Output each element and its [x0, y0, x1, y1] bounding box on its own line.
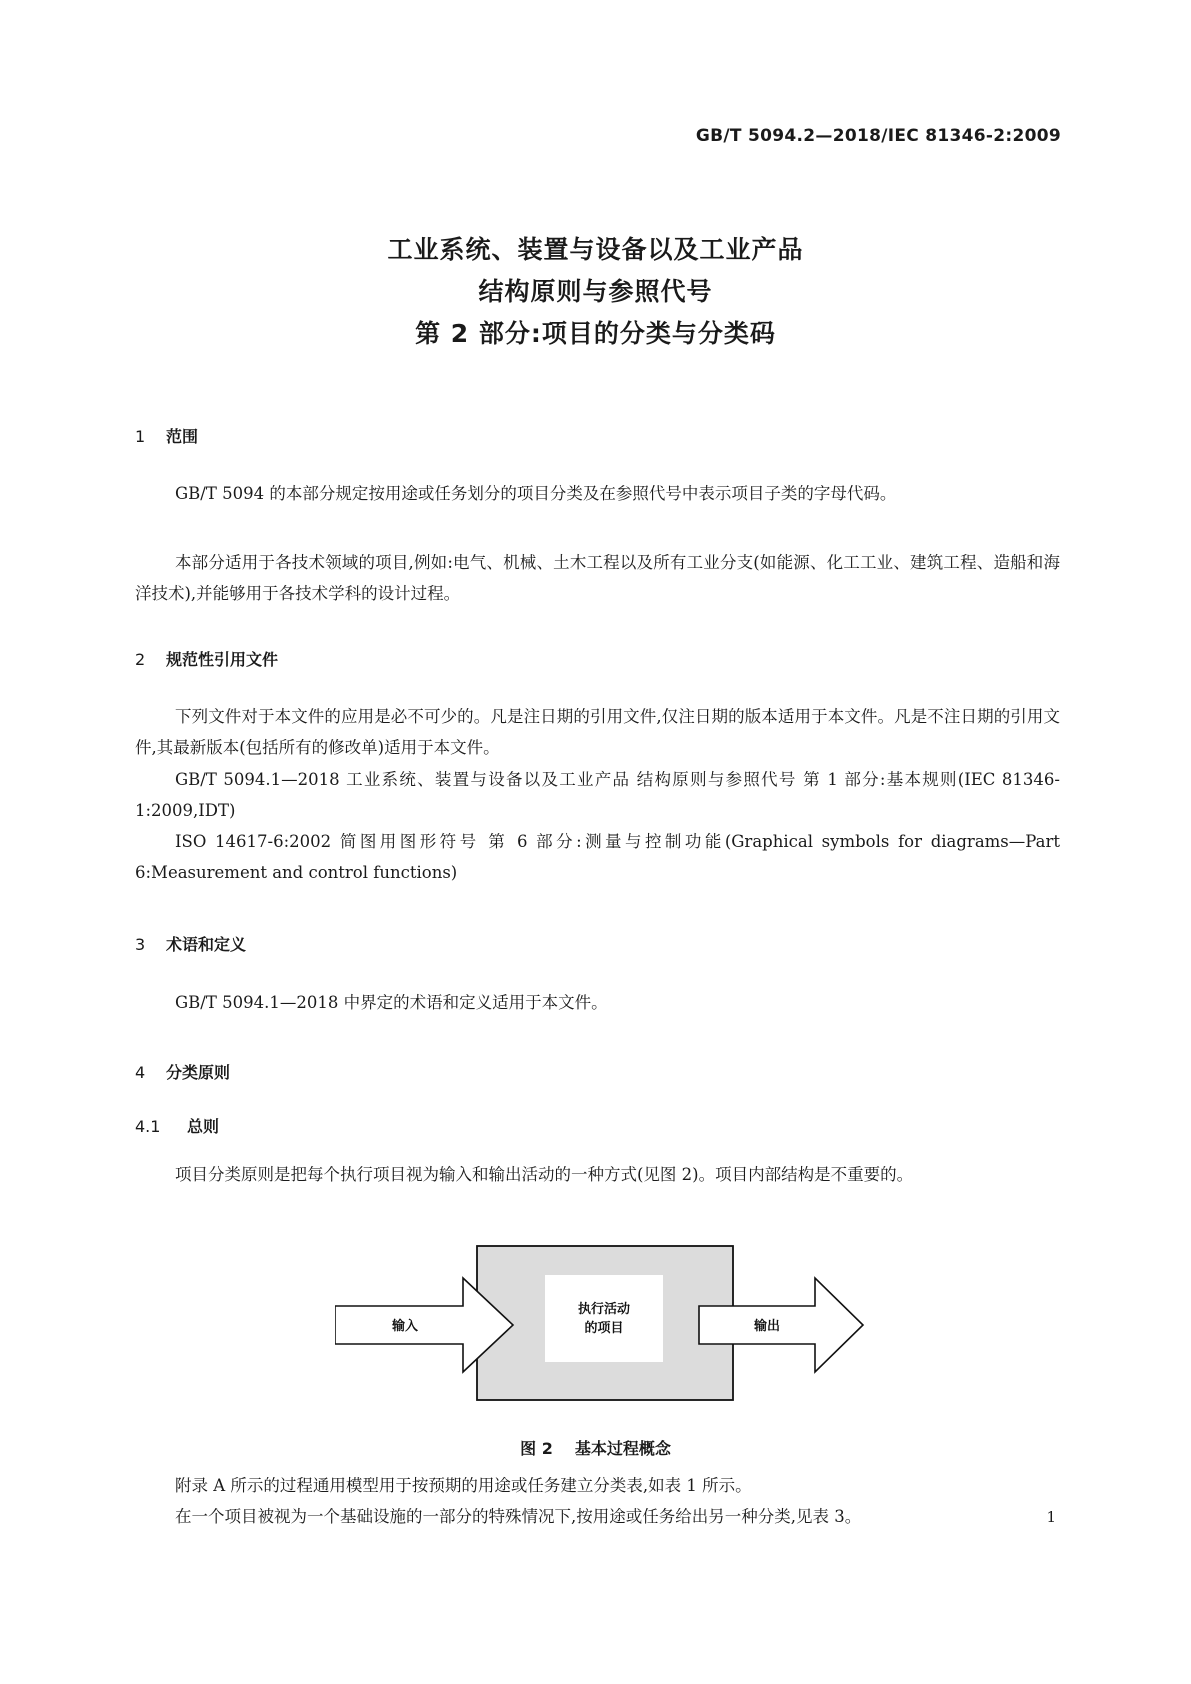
section-4-heading: [135, 1060, 230, 1083]
title-line-1: 工业系统、装置与设备以及工业产品: [387, 235, 804, 264]
section-title: 规范性引用文件: [166, 650, 279, 669]
section-1-heading: [135, 424, 198, 447]
section-3-paragraph-1: GB/T 5094.1—2018 中界定的术语和定义适用于本文件。: [175, 993, 608, 1012]
section-number: 2: [135, 650, 146, 669]
output-label: 输出: [753, 1319, 781, 1334]
section-title: 分类原则: [166, 1063, 231, 1082]
section-4-paragraph-1: 项目分类原则是把每个执行项目视为输入和输出活动的一种方式(见图 2)。项目内部结构是不重要的。: [175, 1165, 914, 1184]
section-number: 3: [135, 935, 146, 954]
subsection-4-1-heading: [135, 1114, 219, 1137]
subsection-title: 总则: [187, 1117, 220, 1136]
normative-reference-2: ISO 14617-6:2002 简图用图形符号 第 6 部分:测量与控制功能(Graphical symbols for diagrams—Part 6:Measurement and control functions): [135, 832, 1060, 882]
section-2-paragraph-1: 下列文件对于本文件的应用是必不可少的。凡是注日期的引用文件,仅注日期的版本适用于本文件。凡是不注日期的引用文件,其最新版本(包括所有的修改单)适用于本文件。: [135, 707, 1060, 757]
section-1-paragraph-1: GB/T 5094 的本部分规定按用途或任务划分的项目分类及在参照代号中表示项目子类的字母代码。: [175, 484, 897, 503]
section-title: 范围: [166, 427, 199, 446]
figure-number: 图 2: [520, 1439, 553, 1458]
item-label-line-1: 执行活动: [577, 1302, 631, 1317]
subsection-number: 4.1: [135, 1117, 161, 1136]
item-label-panel: [545, 1275, 663, 1362]
normative-reference-1: GB/T 5094.1—2018 工业系统、装置与设备以及工业产品 结构原则与参照代号 第 1 部分:基本规则(IEC 81346-1:2009,IDT): [135, 770, 1060, 820]
input-label: 输入: [391, 1319, 419, 1334]
standard-number: GB/T 5094.2—2018/IEC 81346-2:2009: [695, 126, 1061, 146]
section-number: 4: [135, 1063, 146, 1082]
section-title: 术语和定义: [166, 935, 247, 954]
section-4-paragraph-2: 附录 A 所示的过程通用模型用于按预期的用途或任务建立分类表,如表 1 所示。: [175, 1476, 752, 1495]
section-3-heading: [135, 932, 246, 955]
section-1-paragraph-2: 本部分适用于各技术领域的项目,例如:电气、机械、土木工程以及所有工业分支(如能源、化工工业、建筑工程、造船和海洋技术),并能够用于各技术学科的设计过程。: [135, 553, 1060, 603]
section-4-paragraph-3: 在一个项目被视为一个基础设施的一部分的特殊情况下,按用途或任务给出另一种分类,见表 3。: [175, 1507, 862, 1526]
figure-caption: [0, 1436, 1191, 1459]
figure-title: 基本过程概念: [574, 1439, 671, 1458]
page-number: 1: [1046, 1508, 1056, 1526]
title-line-2: 结构原则与参照代号: [478, 277, 713, 306]
section-2-heading: [135, 647, 278, 670]
section-number: 1: [135, 427, 146, 446]
item-label-line-2: 的项目: [584, 1321, 624, 1336]
process-concept-diagram: [335, 1240, 865, 1410]
title-line-3: 第 2 部分:项目的分类与分类码: [415, 319, 776, 348]
